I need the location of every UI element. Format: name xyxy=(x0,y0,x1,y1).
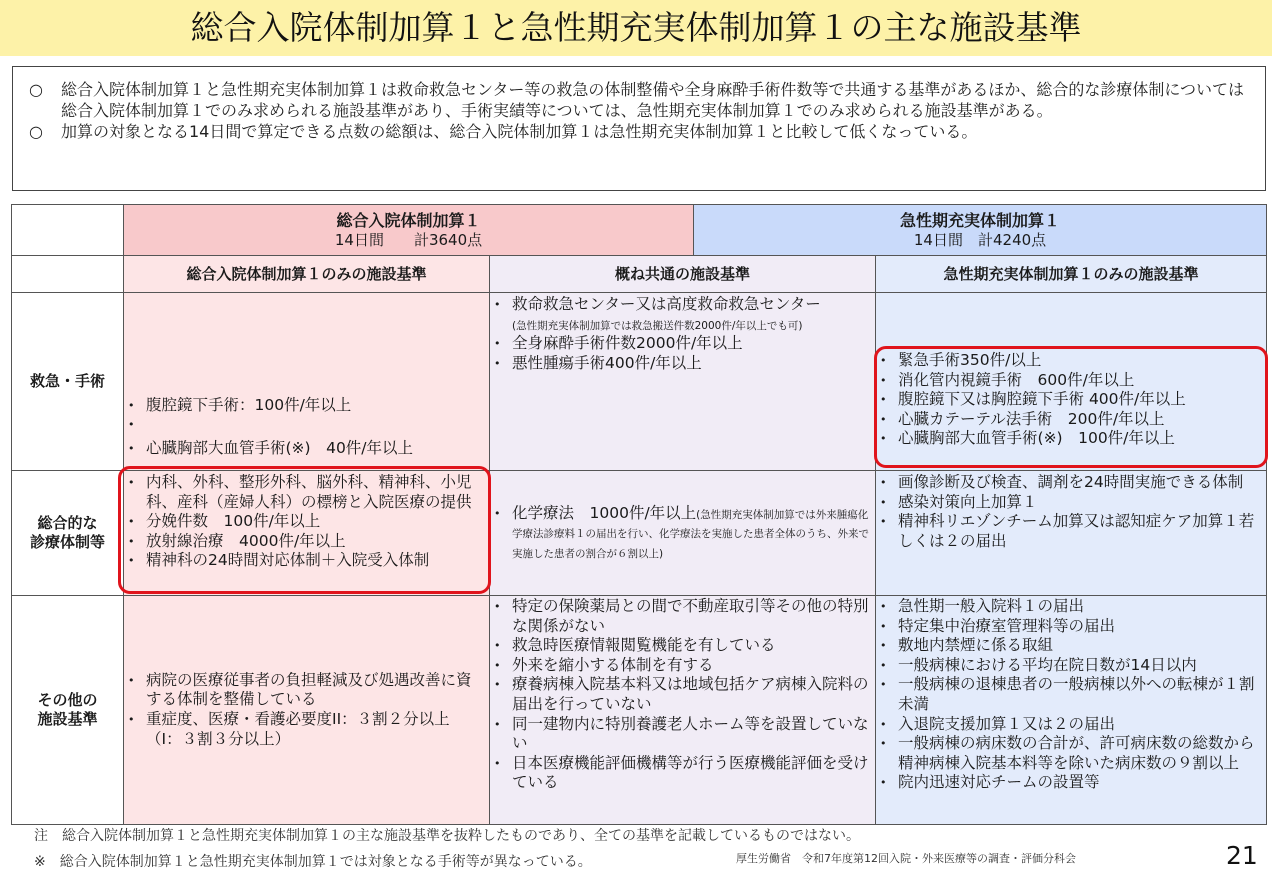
list-item: • 救急時医療情報閲覧機能を有している xyxy=(492,636,871,656)
list-item: • 腹腔鏡下又は胸腔鏡下手術 400件/年以上 xyxy=(878,390,1262,410)
list-item: • 外来を縮小する体制を有する xyxy=(492,656,871,676)
corner-cell xyxy=(12,256,124,293)
page-number: 21 xyxy=(1226,841,1258,870)
cell-common-other xyxy=(490,596,876,825)
spacer xyxy=(126,415,485,439)
footnote-asterisk: ※ 総合入院体制加算１と急性期充実体制加算１では対象となる手術等が異なっている。 xyxy=(34,854,592,870)
acute-header-name: 急性期充実体制加算１ xyxy=(900,211,1061,230)
col-header-common: 概ね共通の施設基準 xyxy=(490,256,876,293)
list-item: • 内科、外科、整形外科、脳外科、精神科、小児科、産科（産婦人科）の標榜と入院医療の提供 xyxy=(126,473,485,512)
list-item: • 心臓胸部大血管手術(※) 40件/年以上 xyxy=(126,439,485,459)
list-item: • 全身麻酔手術件数2000件/年以上 xyxy=(492,334,871,354)
corner-cell xyxy=(12,205,124,256)
list-item: • 精神科の24時間対応体制＋入院受入体制 xyxy=(126,551,485,571)
item-text: 化学療法 1000件/年以上 xyxy=(512,503,697,522)
list-item: • 重症度、医療・看護必要度II：３割２分以上（I：３割３分以上） xyxy=(126,710,485,749)
list-item: • 院内迅速対応チームの設置等 xyxy=(878,773,1262,793)
list-item: • 入退院支援加算１又は２の届出 xyxy=(878,715,1262,735)
list-item: • 悪性腫瘍手術400件/年以上 xyxy=(492,354,871,374)
list-item: • 一般病棟における平均在院日数が14日以内 xyxy=(878,656,1262,676)
row-label-line: 施設基準 xyxy=(37,710,98,728)
col-header-acute-only: 急性期充実体制加算１のみの施設基準 xyxy=(876,256,1267,293)
list-item xyxy=(492,295,871,334)
cell-acute-other xyxy=(876,596,1267,825)
circle-bullet-icon: ○ xyxy=(29,80,43,99)
list-item: • 特定の保険薬局との間で不動産取引等その他の特別な関係がない xyxy=(492,597,871,636)
list-item: • 一般病棟の病床数の合計が、許可病床数の総数から精神病棟入院基本料等を除いた病床数の９割以上 xyxy=(878,734,1262,773)
row-label-line: その他の xyxy=(37,691,98,709)
row-label-comprehensive xyxy=(12,471,124,596)
list-item: • 特定集中治療室管理料等の届出 xyxy=(878,617,1262,637)
page-title: 総合入院体制加算１と急性期充実体制加算１の主な施設基準 xyxy=(190,8,1082,47)
list-item: • 敷地内禁煙に係る取組 xyxy=(878,636,1262,656)
highlight-box-general-comprehensive xyxy=(118,466,491,594)
summary-item xyxy=(29,121,1251,142)
row-label-emergency xyxy=(12,293,124,471)
item-note: (急性期充実体制加算では救急搬送件数2000件/年以上でも可) xyxy=(512,319,803,332)
acute-header xyxy=(694,205,1267,256)
list-item: • 分娩件数 100件/年以上 xyxy=(126,512,485,532)
list-item: • 療養病棟入院基本料又は地域包括ケア病棟入院料の届出を行っていない xyxy=(492,675,871,714)
summary-box xyxy=(12,66,1266,191)
list-item: • 病院の医療従事者の負担軽減及び処遇改善に資する体制を整備している xyxy=(126,671,485,710)
col-header-general-only: 総合入院体制加算１のみの施設基準 xyxy=(124,256,490,293)
general-header-name: 総合入院体制加算１ xyxy=(336,211,481,230)
list-item xyxy=(492,504,871,563)
list-item: • 消化管内視鏡手術 600件/年以上 xyxy=(878,371,1262,391)
list-item: • 腹腔鏡下手術：100件/年以上 xyxy=(126,396,485,416)
general-header xyxy=(124,205,694,256)
source-credit: 厚生労働省 令和7年度第12回入院・外来医療等の調査・評価分科会 xyxy=(736,852,1076,865)
cell-common-comprehensive xyxy=(490,471,876,596)
list-item: • 精神科リエゾンチーム加算又は認知症ケア加算１若しくは２の届出 xyxy=(878,512,1262,551)
cell-general-emergency xyxy=(124,293,490,471)
list-item: • 日本医療機能評価機構等が行う医療機能評価を受けている xyxy=(492,754,871,793)
item-note: (急性期充実体制加算では外来腫瘍化学療法診療料１の届出を行い、化学療法を実施した患者全体のうち、外来で実施した患者の割合が６割以上) xyxy=(512,508,869,560)
list-item: • 放射線治療 4000件/年以上 xyxy=(126,532,485,552)
highlight-box-acute-surgery xyxy=(874,346,1268,468)
list-item: • 感染対策向上加算１ xyxy=(878,493,1262,513)
circle-bullet-icon: ○ xyxy=(29,122,43,141)
list-item: • 同一建物内に特別養護老人ホーム等を設置していない xyxy=(492,715,871,754)
row-label-line: 総合的な xyxy=(37,514,98,532)
list-item: • 心臓胸部大血管手術(※) 100件/年以上 xyxy=(878,429,1262,449)
summary-item xyxy=(29,79,1251,121)
cell-acute-comprehensive xyxy=(876,471,1267,596)
cell-common-emergency xyxy=(490,293,876,471)
list-item: • 心臓カテーテル法手術 200件/年以上 xyxy=(878,410,1262,430)
list-item: • 緊急手術350件/以上 xyxy=(878,351,1262,371)
list-item: • 一般病棟の退棟患者の一般病棟以外への転棟が１割未満 xyxy=(878,675,1262,714)
cell-general-other xyxy=(124,596,490,825)
footnote-note: 注 総合入院体制加算１と急性期充実体制加算１の主な施設基準を抜粋したものであり、全ての基準を記載しているものではない。 xyxy=(34,828,860,844)
acute-header-points: 14日間 計4240点 xyxy=(913,231,1047,249)
summary-text: 総合入院体制加算１と急性期充実体制加算１は救命救急センター等の救急の体制整備や全身麻酔手術件数等で共通する基準があるほか、総合的な診療体制については総合入院体制加算１でのみ求められる施設基準があり、手術実績等については、急性期充実体制加算１でのみ求められる施設基準がある。 xyxy=(61,80,1245,120)
general-header-points: 14日間 計3640点 xyxy=(334,231,483,249)
row-label-other xyxy=(12,596,124,825)
list-item: • 画像診断及び検査、調剤を24時間実施できる体制 xyxy=(878,473,1262,493)
item-text: 救命救急センター又は高度救命救急センター xyxy=(512,295,821,313)
list-item: • 急性期一般入院料１の届出 xyxy=(878,597,1262,617)
row-label-line: 診療体制等 xyxy=(29,533,105,551)
summary-text: 加算の対象となる14日間で算定できる点数の総額は、総合入院体制加算１は急性期充実体制加算１と比較して低くなっている。 xyxy=(61,122,978,141)
row-label-line: 救急・手術 xyxy=(29,372,105,390)
